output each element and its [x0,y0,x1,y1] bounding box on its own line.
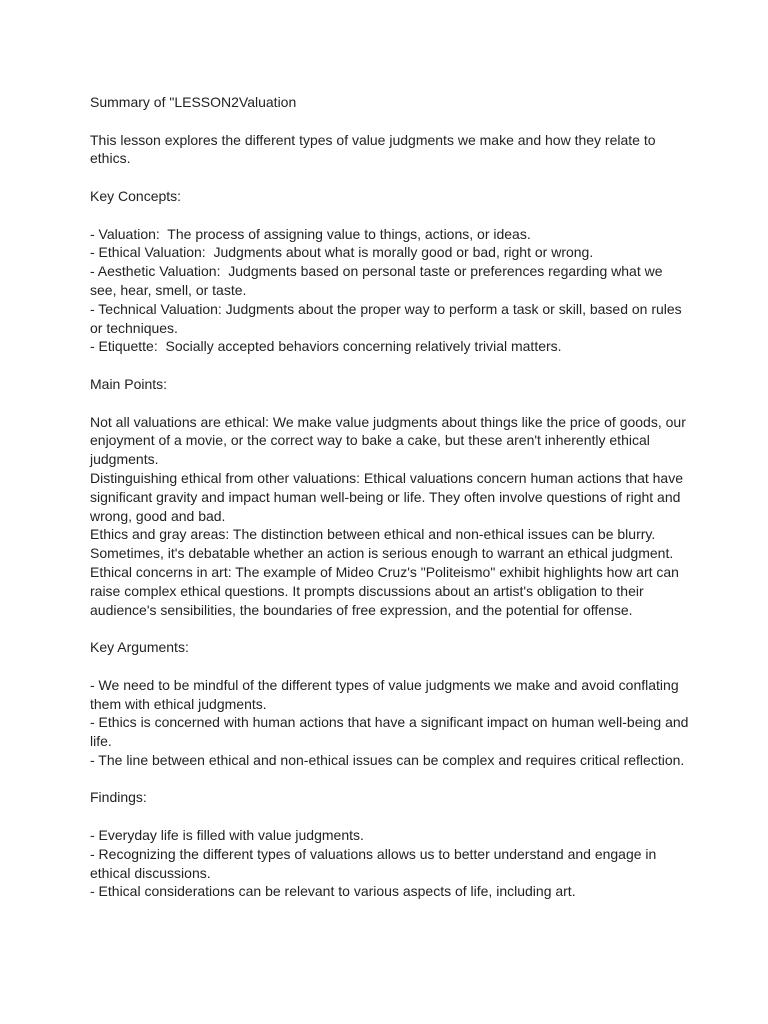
findings-list [90,826,690,901]
findings-heading-block [90,788,690,807]
key-concept-item: - Etiquette: Socially accepted behaviors concerning relatively trivial matters. [90,338,562,355]
key-arguments-list [90,676,693,770]
key-concept-item: - Valuation: The process of assigning value to things, actions, or ideas. [90,225,531,242]
intro-paragraph: This lesson explores the different types of value judgments we make and how they relate to ethics. [90,131,660,167]
main-point-item: Ethical concerns in art: The example of Mideo Cruz's "Politeismo" exhibit highlights how art can raise complex ethical questions. It prompts discussions about an artist's obligation to their audience's sensibilities, the boundaries of free expression, and the potential for offense. [90,563,683,618]
key-concept-item: - Aesthetic Valuation: Judgments based on personal taste or preferences regarding what we see, hear, smell, or taste. [90,263,667,298]
main-point-item: Not all valuations are ethical: We make value judgments about things like the price of goods, our enjoyment of a movie, or the correct way to bake a cake, but these aren't inherently ethical judgments. [90,413,690,468]
main-points-list [90,413,690,620]
key-concepts-list [90,225,690,357]
finding-item: - Everyday life is filled with value judgments. [90,827,364,844]
key-concepts-heading-block [90,187,690,206]
key-concept-item: - Ethical Valuation: Judgments about what is morally good or bad, right or wrong. [90,244,594,261]
main-points-heading-block [90,375,690,394]
key-concepts-heading: Key Concepts: [90,187,182,204]
key-arguments-heading-block [90,638,690,657]
key-argument-item: - The line between ethical and non-ethical issues can be complex and requires critical reflection. [90,751,685,768]
document-page [90,93,693,920]
main-point-item: Ethics and gray areas: The distinction between ethical and non-ethical issues can be blurry. Sometimes, it's debatable whether an action is serious enough to warrant an ethical judgment. [90,526,674,562]
intro-block [90,131,690,169]
main-points-heading: Main Points: [90,375,168,392]
finding-item: - Ethical considerations can be relevant to various aspects of life, including art. [90,883,576,900]
key-arguments-heading: Key Arguments: [90,639,189,656]
key-argument-item: - We need to be mindful of the different types of value judgments we make and avoid conflating them with ethical judgments. [90,676,683,712]
key-concept-item: - Technical Valuation: Judgments about the proper way to perform a task or skill, based on rules or techniques. [90,300,686,336]
findings-heading: Findings: [90,789,147,806]
document-title: Summary of "LESSON2Valuation [90,94,297,110]
main-point-item: Distinguishing ethical from other valuations: Ethical valuations concern human actions that have significant gravity and impact human well-being or life. They often involve questions of right and wrong, good and bad. [90,469,687,524]
document-title-block [90,93,690,112]
finding-item: - Recognizing the different types of valuations allows us to better understand and engage in ethical discussions. [90,845,661,881]
key-argument-item: - Ethics is concerned with human actions that have a significant impact on human well-being and life. [90,714,693,750]
